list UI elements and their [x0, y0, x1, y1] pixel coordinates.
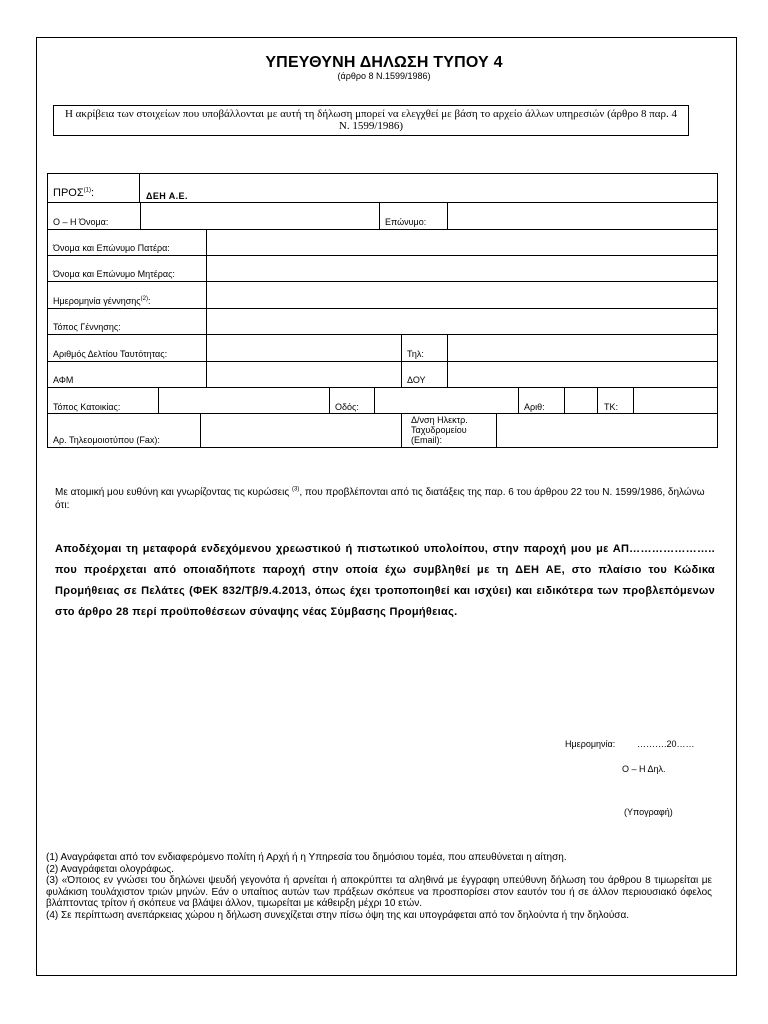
- phone-field[interactable]: [447, 334, 718, 362]
- first-name-field[interactable]: [140, 202, 380, 230]
- afm-label: ΑΦΜ: [53, 375, 74, 385]
- mother-name-field[interactable]: [206, 255, 718, 282]
- document-title: ΥΠΕΥΘΥΝΗ ΔΗΛΩΣΗ ΤΥΠΟΥ 4: [265, 54, 503, 71]
- afm-field[interactable]: [206, 361, 402, 388]
- email-label-line1: Δ/νση Ηλεκτρ.: [411, 415, 468, 425]
- residence-label: Τόπος Κατοικίας:: [53, 402, 121, 412]
- phone-label: Τηλ:: [407, 349, 424, 359]
- postcode-field[interactable]: [633, 387, 718, 414]
- declaration-intro: Με ατομική μου ευθύνη και γνωρίζοντας τις κυρώσεις $^{(3)}$, που προβλέπονται από τις διατάξεις της παρ. 6 του άρθρου 22 του Ν. 1599/1986, δηλώνω ότι:: [55, 486, 705, 511]
- birth-date-label: Ημερομηνία γέννησης$^{(2)}$:: [53, 296, 151, 306]
- date-value[interactable]: ……….20……: [637, 739, 695, 749]
- father-name-field[interactable]: [206, 229, 718, 256]
- verification-notice: Η ακρίβεια των στοιχείων που υποβάλλονται με αυτή τη δήλωση μπορεί να ελεγχθεί με βάση το αρχείο άλλων υπηρεσιών (άρθρο 8 παρ. 4 Ν. 1599/1986): [53, 105, 689, 136]
- footnotes: [46, 852, 712, 921]
- residence-field[interactable]: [158, 387, 330, 414]
- pros-label: ΠΡΟΣ$^{(1)}$:: [53, 187, 95, 199]
- postcode-label: ΤΚ:: [604, 402, 619, 412]
- footnote-2: (2) Αναγράφεται ολογράφως.: [46, 863, 174, 875]
- surname-field[interactable]: [447, 202, 718, 230]
- street-field[interactable]: [374, 387, 519, 414]
- footnote-4: (4) Σε περίπτωση ανεπάρκειας χώρου η δήλωση συνεχίζεται στην πίσω όψη της και υπογράφεται από τον δηλούντα ή την δηλούσα.: [46, 909, 630, 921]
- pros-value: ΔΕΗ Α.Ε.: [146, 191, 188, 201]
- email-field[interactable]: [496, 413, 718, 448]
- footnote-3: (3) «Όποιος εν γνώσει του δηλώνει ψευδή γεγονότα ή αρνείται ή αποκρύπτει τα αληθινά με έγγραφη υπεύθυνη δήλωση του άρθρου 8 τιμωρείται με φυλάκιση τουλάχιστον τριών μηνών. Εάν ο υπαίτιος αυτών των πράξεων σκόπευε να προσπορίσει στον εαυτόν του ή σε άλλον περιουσιακό όφελος βλάπτοντας τρίτον ή σκόπευε να βλάψει άλλον, τιμωρείται με κάθειρξη μέχρι 10 ετών.: [46, 875, 712, 909]
- id-number-field[interactable]: [206, 334, 402, 362]
- email-label-line2: Ταχυδρομείου: [411, 425, 467, 435]
- declarant-label: Ο – Η Δηλ.: [622, 764, 666, 774]
- father-name-label: Όνομα και Επώνυμο Πατέρα:: [53, 243, 170, 253]
- date-label: Ημερομηνία:: [565, 739, 616, 749]
- fax-field[interactable]: [200, 413, 402, 448]
- birth-place-field[interactable]: [206, 308, 718, 335]
- declaration-body: Αποδέχομαι τη μεταφορά ενδεχόμενου χρεωστικού ή πιστωτικού υπολοίπου, στην παροχή μου με ΑΠ………………….. που προέρχεται από οποιαδήποτε παροχή στην οποία έχω συμβληθεί με τη ΔΕΗ ΑΕ, στο πλαίσιο του Κώδικα Προμήθειας σε Πελάτες (ΦΕΚ 832/Τβ/9.4.2013, όπως έχει τροποποιηθεί και ισχύει) και ειδικότερα των προβλεπόμενων στο άρθρο 28 περί προϋποθέσεων σύναψης νέας Σύμβασης Προμήθειας.: [55, 543, 715, 618]
- birth-date-field[interactable]: [206, 281, 718, 309]
- surname-label: Επώνυμο:: [385, 217, 427, 227]
- fax-label: Αρ. Τηλεομοιοτύπου (Fax):: [53, 435, 160, 445]
- signature-label: (Υπογραφή): [624, 807, 673, 817]
- first-name-label: Ο – Η Όνομα:: [53, 217, 109, 227]
- birth-place-label: Τόπος Γέννησης:: [53, 322, 121, 332]
- email-label-line3: (Email):: [411, 435, 442, 445]
- number-label: Αριθ:: [524, 402, 545, 412]
- number-field[interactable]: [564, 387, 598, 414]
- pros-value-cell[interactable]: [139, 173, 718, 203]
- footnote-1: (1) Αναγράφεται από τον ενδιαφερόμενο πολίτη ή Αρχή ή η Υπηρεσία του δημόσιου τομέα, που απευθύνεται η αίτηση.: [46, 852, 567, 863]
- document-subtitle: (άρθρο 8 Ν.1599/1986): [337, 71, 431, 81]
- doy-label: ΔΟΥ: [407, 375, 426, 385]
- street-label: Οδός:: [335, 402, 359, 412]
- mother-name-label: Όνομα και Επώνυμο Μητέρας:: [53, 269, 175, 279]
- id-number-label: Αριθμός Δελτίου Ταυτότητας:: [53, 349, 168, 359]
- doy-field[interactable]: [447, 361, 718, 388]
